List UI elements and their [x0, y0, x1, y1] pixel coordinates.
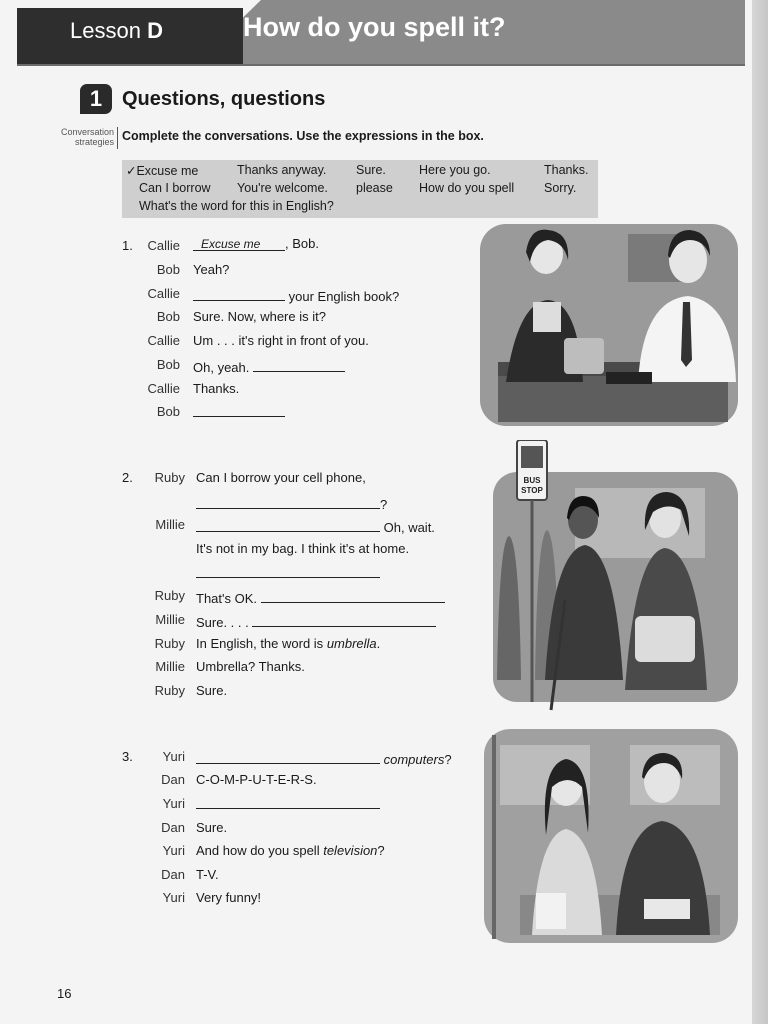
speaker: Ruby — [154, 636, 185, 651]
speaker: Millie — [155, 612, 185, 627]
dialogue-line: Oh, yeah. — [193, 357, 345, 375]
box-item: please — [356, 181, 393, 195]
exercise-number: 1 — [80, 84, 112, 114]
dialogue-line: T-V. — [196, 867, 219, 882]
speaker: Callie — [147, 381, 180, 396]
speaker: Callie — [147, 333, 180, 348]
answer-blank[interactable] — [196, 749, 380, 764]
dialogue-line: It's not in my bag. I think it's at home. — [196, 541, 410, 556]
dialogue-line: Oh, wait. — [196, 517, 435, 535]
speaker: Yuri — [162, 843, 185, 858]
speaker: Bob — [156, 357, 180, 372]
box-item: Thanks anyway. — [237, 163, 327, 177]
page-edge — [752, 0, 768, 1024]
sample-answer: Excuse me — [201, 237, 261, 251]
dialogue-line: your English book? — [193, 286, 399, 304]
instruction: Complete the conversations. Use the expressions in the box. — [122, 129, 484, 143]
speaker: Dan — [161, 867, 185, 882]
speaker: Bob — [156, 309, 180, 324]
answer-blank[interactable] — [196, 494, 380, 509]
page-number: 16 — [57, 986, 72, 1001]
box-item: Sorry. — [544, 181, 577, 195]
dialogue-line: Yeah? — [193, 262, 230, 277]
speaker: Bob — [156, 262, 180, 277]
dialogue-line — [196, 794, 380, 812]
speaker: Millie — [155, 517, 185, 532]
box-item: What's the word for this in English? — [139, 199, 334, 213]
speaker: Yuri — [162, 890, 185, 905]
speaker: Millie — [155, 659, 185, 674]
answer-blank[interactable] — [196, 794, 380, 809]
dialogue-line: Sure. — [196, 820, 228, 835]
exercise-title: Questions, questions — [122, 88, 326, 110]
dialogue-line: computers? — [196, 749, 452, 767]
speaker: Dan — [161, 772, 185, 787]
speaker: Dan — [161, 820, 185, 835]
dialogue-line: Can I borrow your cell phone, — [196, 470, 366, 485]
dialogue-line: That's OK. — [196, 588, 445, 606]
answer-blank[interactable] — [261, 588, 445, 603]
dialogue-line: Sure. Now, where is it? — [193, 309, 326, 324]
dialogue-line: Sure. — [196, 683, 228, 698]
speaker: Yuri — [162, 749, 185, 764]
speaker: Ruby — [154, 470, 185, 485]
train-illustration — [480, 725, 742, 947]
bus-sign-text: BUS — [523, 476, 541, 485]
speaker: Yuri — [162, 796, 185, 811]
dialogue-line: C-O-M-P-U-T-E-R-S. — [196, 772, 317, 787]
dialogue-line: Excuse me , Bob. — [193, 236, 319, 251]
box-item: Here you go. — [419, 163, 491, 177]
speaker: Bob — [156, 404, 180, 419]
strategy-label: Conversation strategies — [60, 127, 114, 147]
dialogue-line: Thanks. — [193, 381, 240, 396]
box-item: How do you spell — [419, 181, 515, 195]
speaker: Callie — [147, 286, 180, 301]
dialogue-line: Very funny! — [196, 890, 262, 905]
conversation-number: 3. — [122, 749, 133, 764]
answer-blank[interactable] — [252, 612, 436, 627]
answer-blank[interactable] — [196, 517, 380, 532]
dialogue-line: Sure. . . . — [196, 612, 436, 630]
answer-blank[interactable] — [193, 236, 285, 251]
bus-stop-illustration — [485, 440, 740, 715]
speaker: Callie — [147, 238, 180, 253]
strategy-divider — [117, 127, 118, 149]
dialogue-line: ? — [196, 494, 387, 512]
dialogue-line — [196, 563, 380, 581]
dialogue-line — [193, 402, 285, 420]
box-item: Thanks. — [544, 163, 589, 177]
speaker: Ruby — [154, 588, 185, 603]
dialogue-line: In English, the word is umbrella. — [196, 636, 381, 651]
dialogue-line: And how do you spell television? — [196, 843, 385, 858]
dialogue-line: Um . . . it's right in front of you. — [193, 333, 369, 348]
bus-sign-text: STOP — [521, 486, 543, 495]
box-item: Can I borrow — [139, 181, 211, 195]
speaker: Ruby — [154, 683, 185, 698]
header-rule — [17, 64, 745, 66]
conversation-number: 1. — [122, 238, 133, 253]
page-title: How do you spell it? — [243, 12, 506, 42]
lesson-label: Lesson D — [70, 18, 163, 43]
office-illustration — [478, 222, 740, 428]
box-item: ✓Excuse me — [126, 164, 199, 178]
answer-blank[interactable] — [253, 357, 345, 372]
expression-box — [122, 160, 598, 218]
box-item: Sure. — [356, 163, 386, 177]
conversation-number: 2. — [122, 470, 133, 485]
dialogue-line: Umbrella? Thanks. — [196, 659, 305, 674]
answer-blank[interactable] — [193, 286, 285, 301]
box-item: You're welcome. — [237, 181, 328, 195]
answer-blank[interactable] — [196, 563, 380, 578]
answer-blank[interactable] — [193, 402, 285, 417]
